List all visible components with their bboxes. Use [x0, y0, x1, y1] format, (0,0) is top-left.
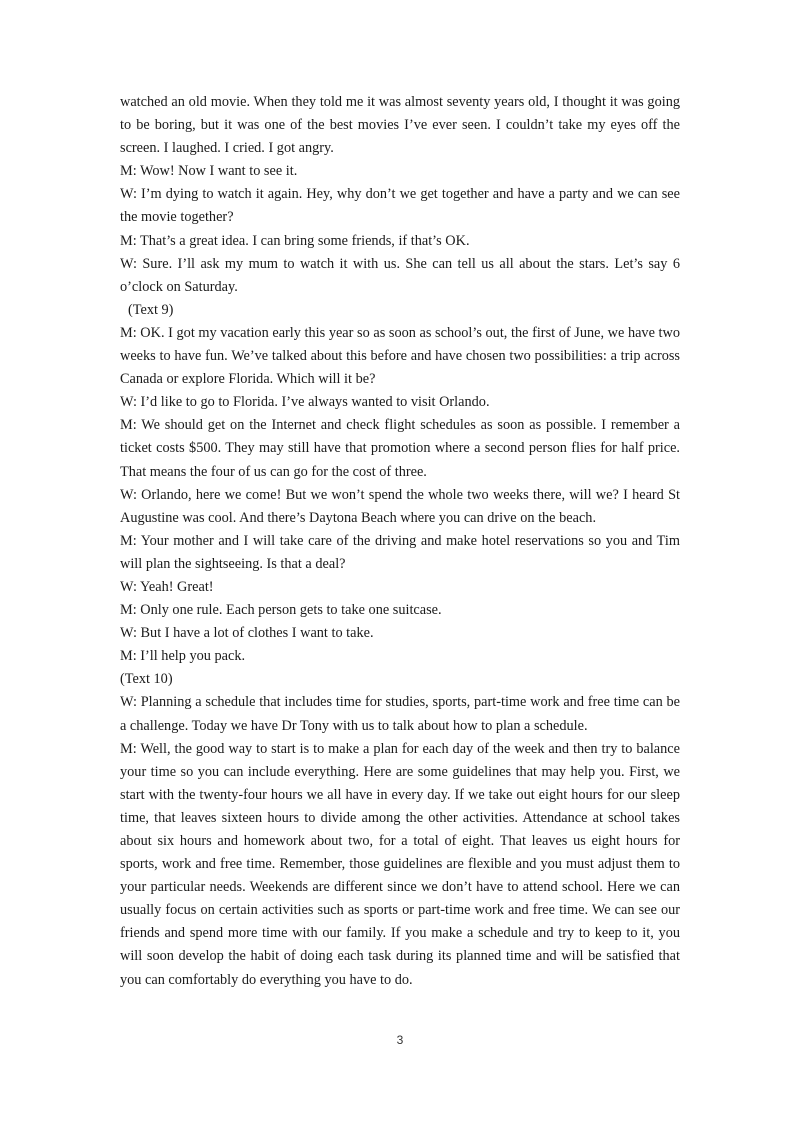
text-paragraph: W: But I have a lot of clothes I want to take. [120, 625, 374, 642]
text-paragraph: M: OK. I got my vacation early this year so as soon as school’s out, the first of June, we have two weeks to have fun. We’ve talked about this before and have chosen two possibilities: a trip across Canada or explore Florida. Which will it be? [120, 324, 680, 388]
text-paragraph: watched an old movie. When they told me it was almost seventy years old, I thought it was going to be boring, but it was one of the best movies I’ve ever seen. I couldn’t take my eyes off the screen. I laughed. I cried. I got angry. [120, 94, 680, 157]
text-paragraph: W: Planning a schedule that includes time for studies, sports, part-time work and free time can be a challenge. Today we have Dr Tony with us to talk about how to plan a schedule. [120, 694, 680, 734]
section-label: (Text 9) [128, 301, 174, 318]
section-label: (Text 10) [120, 671, 173, 688]
text-paragraph: M: Wow! Now I want to see it. [120, 163, 298, 180]
text-paragraph: M: Your mother and I will take care of the driving and make hotel reservations so you and Tim will plan the sightseeing. Is that a deal? [120, 532, 680, 572]
text-paragraph: M: I’ll help you pack. [120, 648, 246, 665]
text-paragraph: W: Orlando, here we come! But we won’t spend the whole two weeks there, will we? I heard St Augustine was cool. And there’s Daytona Beach where you can drive on the beach. [120, 486, 680, 526]
text-paragraph: W: I’m dying to watch it again. Hey, why don’t we get together and have a party and we can see the movie together? [120, 186, 680, 226]
text-paragraph: W: Sure. I’ll ask my mum to watch it with us. She can tell us all about the stars. Let’s say 6 o’clock on Saturday. [120, 255, 680, 295]
page-number: 3 [396, 1033, 404, 1047]
text-paragraph: M: Well, the good way to start is to make a plan for each day of the week and then try to balance your time so you can include everything. Here are some guidelines that may help you. First, we start with the twenty-four hours we all have in every day. If we take out eight hours for our sleep time, that leaves sixteen hours to divide among the other activities. Attendance at school takes about six hours and homework about two, for a total of eight. That leaves us eight hours for sports, work and free time. Remember, those guidelines are flexible and you must adjust them to your particular needs. Weekends are different since we don’t have to attend school. Here we can usually focus on certain activities such as sports or part-time work and free time. We can see our friends and spend more time with our family. If you make a schedule and try to keep to it, you will soon develop the habit of doing each task during its planned time and will be satisfied that you can comfortably do everything you have to do. [120, 740, 680, 988]
text-paragraph: M: We should get on the Internet and check flight schedules as soon as possible. I remember a ticket costs $500. They may still have that promotion where a second person flies for half price. That means the four of us can go for the cost of three. [120, 417, 680, 480]
text-paragraph: W: I’d like to go to Florida. I’ve always wanted to visit Orlando. [120, 394, 490, 411]
text-paragraph: W: Yeah! Great! [120, 578, 214, 595]
page-body [120, 91, 680, 992]
text-paragraph: M: That’s a great idea. I can bring some friends, if that’s OK. [120, 232, 470, 249]
text-paragraph: M: Only one rule. Each person gets to take one suitcase. [120, 602, 442, 619]
